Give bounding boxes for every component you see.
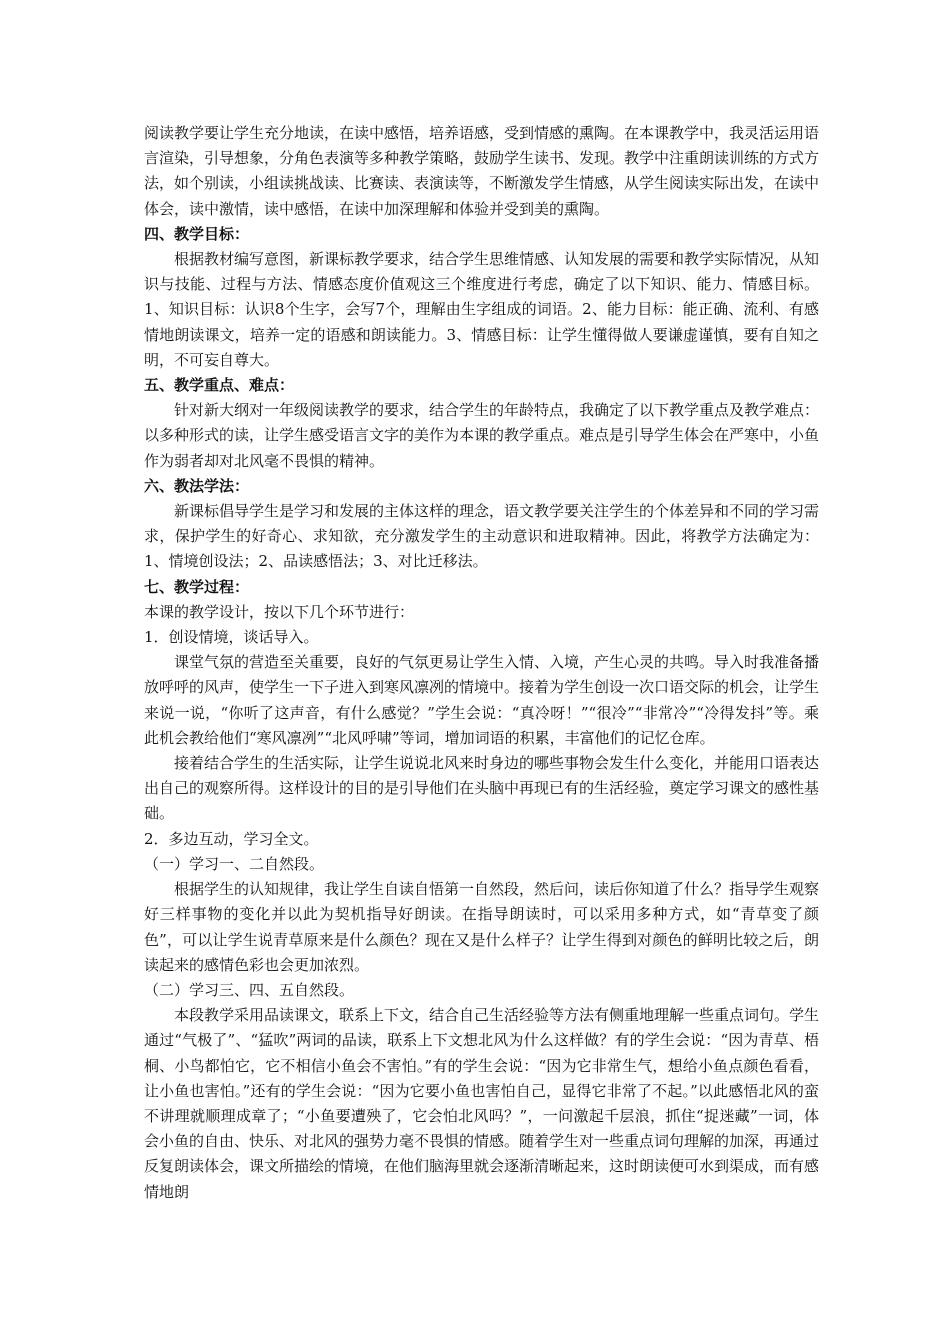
paragraph-step-1b: 接着结合学生的生活实际，让学生说说北风来时身边的哪些事物会发生什么变化，并能用口语表达出自己的观察所得。这样设计的目的是引导他们在头脑中再现已有的生活经验，奠定学习课文的感性基础。 [144,754,820,823]
paragraph-teaching-goals: 根据教材编写意图，新课标教学要求，结合学生思维情感、认知发展的需要和教学实际情况，从知识与技能、过程与方法、情感态度价值观这三个维度进行考虑，确定了以下知识、能力、情感目标。1、知识目标：认识8个生字，会写7个，理解由生字组成的词语。2、能力目标：能正确、流利、有感情地朗读课文，培养一定的语感和朗读能力。3、情感目标：让学生懂得做人要谦虚谨慎，要有自知之明，不可妄自尊大。 [144,250,820,369]
paragraph-intro: 阅读教学要让学生充分地读，在读中感悟，培养语感，受到情感的熏陶。在本课教学中，我灵活运用语言渲染，引导想象，分角色表演等多种教学策略，鼓励学生读书、发现。教学中注重朗读训练的方式方法，如个别读，小组读挑战读、比赛读、表演读等，不断激发学生情感，从学生阅读实际出发，在读中体会，读中激情，读中感悟，在读中加深理解和体验并受到美的熏陶。 [144,124,820,218]
heading-methods: 六、教法学法： [144,476,250,495]
paragraph-key-points: 针对新大纲对一年级阅读教学的要求，结合学生的年龄特点，我确定了以下教学重点及教学难点：以多种形式的读，让学生感受语言文字的美作为本课的教学重点。难点是引导学生体会在严寒中，小鱼作为弱者却对北风毫不畏惧的精神。 [144,401,820,470]
document-page [144,121,819,1205]
heading-key-points: 五、教学重点、难点： [144,376,295,395]
heading-teaching-goals: 四、教学目标： [144,224,250,243]
paragraph-subsection-2: 本段教学采用品读课文，联系上下文，结合自己生活经验等方法有侧重地理解一些重点词句。学生通过“气极了”、“猛吹”两词的品读，联系上下文想北风为什么这样做？有的学生会说：“因为青草、梧桐、小鸟都怕它，它不相信小鱼会不害怕。”有的学生会说：“因为它非常生气，想给小鱼点颜色看看，让小鱼也害怕。”还有的学生会说：“因为它要小鱼也害怕自己，显得它非常了不起。”以此感悟北风的蛮不讲理就顺理成章了；“小鱼要遭殃了，它会怕北风吗？”，一问激起千层浪，抓住“捉迷藏”一词，体会小鱼的自由、快乐、对北风的强势力毫不畏惧的情感。随着学生对一些重点词句理解的加深，再通过反复朗读体会，课文所描绘的情境，在他们脑海里就会逐渐清晰起来，这时朗读便可水到渠成，而有感情地朗 [144,1006,820,1201]
step-2-title: 2．多边互动，学习全文。 [144,829,319,848]
subsection-1-title: （一）学习一、二自然段。 [144,854,325,873]
paragraph-subsection-1: 根据学生的认知规律，我让学生自读自悟第一自然段，然后问，读后你知道了什么？指导学生观察好三样事物的变化并以此为契机指导好朗读。在指导朗读时，可以采用多种方式，如“青草变了颜色”，可以让学生说青草原来是什么颜色？现在又是什么样子？让学生得到对颜色的鲜明比较之后，朗读起来的感情色彩也会更加浓烈。 [144,880,820,974]
paragraph-process-intro: 本课的教学设计，按以下几个环节进行： [144,602,415,621]
paragraph-step-1a: 课堂气氛的营造至关重要，良好的气氛更易让学生入情、入境，产生心灵的共鸣。导入时我准备播放呼呼的风声，使学生一下子进入到寒风凛冽的情境中。接着为学生创设一次口语交际的机会，让学生来说一说，“你听了这声音，有什么感觉？”学生会说：“真冷呀！”“很冷”“非常冷”“冷得发抖”等。乘此机会教给他们“寒风凛冽”“北风呼啸”等词，增加词语的积累，丰富他们的记忆仓库。 [144,653,820,747]
step-1-title: 1．创设情境，谈话导入。 [144,628,319,647]
heading-process: 七、教学过程： [144,577,250,596]
paragraph-methods: 新课标倡导学生是学习和发展的主体这样的理念，语文教学要关注学生的个体差异和不同的学习需求，保护学生的好奇心、求知欲，充分激发学生的主动意识和进取精神。因此，将教学方法确定为：1、情境创设法；2、品读感悟法；3、对比迁移法。 [144,502,820,571]
subsection-2-title: （二）学习三、四、五自然段。 [144,980,355,999]
